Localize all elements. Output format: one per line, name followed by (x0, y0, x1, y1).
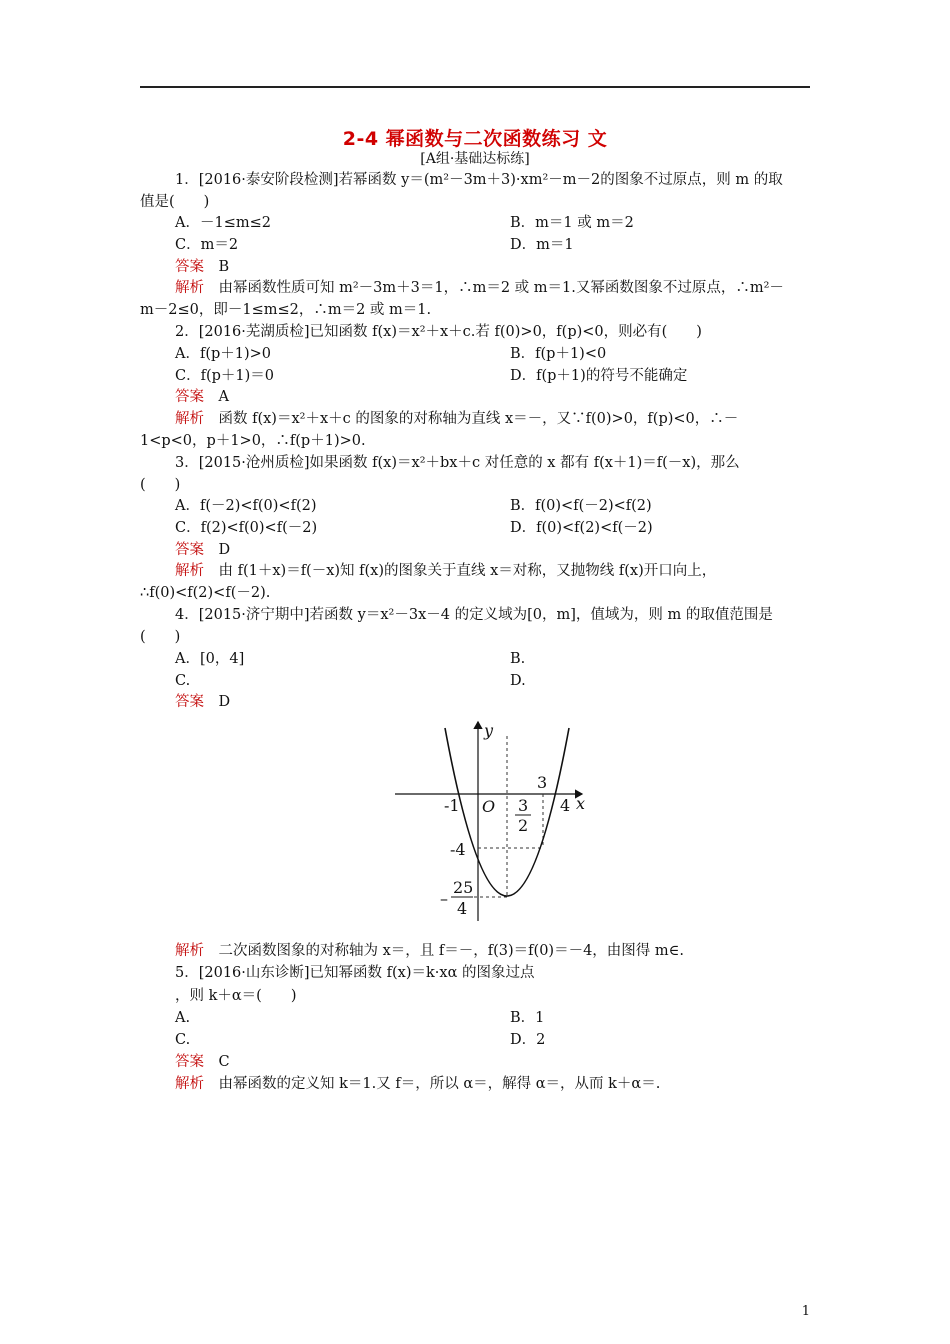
q5-answer (175, 1052, 230, 1072)
q1-option-d: D．m＝1 (510, 237, 574, 253)
q4-analysis-line1 (175, 941, 684, 961)
origin-label: O (482, 797, 496, 816)
q1-analysis-line2: m－2≤0，即－1≤m≤2，∴m＝2 或 m＝1. (140, 302, 432, 318)
q4-option-a: A．[0，4] (175, 651, 245, 667)
q5-stem-line1: 5．[2016·山东诊断]已知幂函数 f(x)＝k·xα 的图象过点 (175, 965, 535, 981)
q4-option-c: C. (175, 673, 191, 689)
q2-analysis-label: 解析 (175, 411, 204, 427)
q2-answer (175, 387, 229, 407)
q5-option-a: A. (175, 1010, 191, 1026)
q1-stem-line2: 值是( ) (140, 194, 210, 210)
q3-option-b: B．f(0)<f(－2)<f(2) (510, 498, 652, 514)
q3-stem-line1: 3．[2015·沧州质检]如果函数 f(x)＝x²＋bx＋c 对任意的 x 都有 f(x＋1)＝f(－x)，那么 (175, 455, 740, 471)
q4-analysis-text1: 二次函数图象的对称轴为 x＝，且 f＝－，f(3)＝f(0)＝－4，由图得 m∈. (218, 943, 684, 959)
q4-analysis-label: 解析 (175, 943, 204, 959)
tick-neg-25-over-4-sign: – (440, 889, 448, 908)
q4-answer (175, 692, 230, 712)
tick-neg-25-over-4-den: 4 (457, 899, 468, 918)
q2-analysis-line2: 1<p<0，p＋1>0，∴f(p＋1)>0. (140, 433, 366, 449)
header-rule (140, 86, 810, 88)
tick-neg-25-over-4-num: 25 (453, 878, 474, 897)
page-number: 1 (801, 1304, 810, 1319)
q2-option-c: C．f(p＋1)＝0 (175, 368, 275, 384)
q3-analysis-line1 (175, 561, 716, 581)
q3-answer-label: 答案 (175, 542, 204, 558)
tick-neg1: -1 (444, 796, 460, 815)
q4-answer-label: 答案 (175, 694, 204, 710)
q5-option-b: B．1 (510, 1010, 545, 1026)
q3-option-a: A．f(－2)<f(0)<f(2) (175, 498, 317, 514)
q2-option-d: D．f(p＋1)的符号不能确定 (510, 368, 688, 384)
q4-stem-line2: ( ) (140, 629, 181, 645)
q4-stem-line1: 4．[2015·济宁期中]若函数 y＝x²－3x－4 的定义域为[0，m]，值域为，则 m 的取值范围是 (175, 607, 773, 623)
q5-option-c: C. (175, 1032, 191, 1048)
q3-analysis-line2: ∴f(0)<f(2)<f(－2). (140, 585, 271, 601)
q1-answer (175, 257, 229, 277)
tick-4: 4 (560, 796, 571, 815)
q1-stem-line1: 1．[2016·泰安阶段检测]若幂函数 y＝(m²－3m＋3)·xm²－m－2的图象不过原点，则 m 的取 (175, 172, 783, 188)
tick-3-over-2-den: 2 (518, 816, 529, 835)
q3-analysis-label: 解析 (175, 563, 204, 579)
q1-answer-label: 答案 (175, 259, 204, 275)
q2-analysis-line1 (175, 409, 738, 429)
q1-option-c: C．m＝2 (175, 237, 239, 253)
q5-option-d: D．2 (510, 1032, 546, 1048)
q4-answer-value: D (218, 694, 231, 710)
tick-neg4: -4 (450, 840, 466, 859)
q1-analysis-label: 解析 (175, 280, 204, 296)
tick-3-over-2-num: 3 (518, 796, 529, 815)
q3-analysis-text1: 由 f(1＋x)＝f(－x)知 f(x)的图象关于直线 x＝对称，又抛物线 f(x)开口向上， (218, 563, 717, 579)
q2-option-a: A．f(p＋1)>0 (175, 346, 272, 362)
q5-stem-line2: ，则 k＋α＝( ) (175, 988, 297, 1004)
section-subtitle: [A组·基础达标练] (420, 151, 530, 167)
page-title: 2-4 幂函数与二次函数练习 文 (342, 128, 608, 150)
q3-stem-line2: ( ) (140, 477, 181, 493)
q2-answer-value: A (218, 389, 229, 405)
q2-option-b: B．f(p＋1)<0 (510, 346, 607, 362)
q2-analysis-text1: 函数 f(x)＝x²＋x＋c 的图象的对称轴为直线 x＝－，又∵f(0)>0，f(p)<0，∴－ (218, 411, 739, 427)
q5-analysis-line1 (175, 1074, 660, 1094)
q1-analysis-text1: 由幂函数性质可知 m²－3m＋3＝1，∴m＝2 或 m＝1.又幂函数图象不过原点，∴m²－ (218, 280, 784, 296)
tick-3: 3 (537, 773, 548, 792)
q5-answer-value: C (218, 1054, 230, 1070)
q5-analysis-label: 解析 (175, 1076, 204, 1092)
q2-stem-line1: 2．[2016·芜湖质检]已知函数 f(x)＝x²＋x＋c.若 f(0)>0，f(p)<0，则必有( ) (175, 324, 702, 340)
q1-option-a: A．－1≤m≤2 (175, 215, 271, 231)
q1-option-b: B．m＝1 或 m＝2 (510, 215, 634, 231)
y-axis-label: y (484, 721, 494, 740)
parabola-figure (390, 716, 600, 936)
q5-analysis-text1: 由幂函数的定义知 k＝1.又 f＝，所以 α＝，解得 α＝，从而 k＋α＝. (218, 1076, 661, 1092)
q3-option-c: C．f(2)<f(0)<f(－2) (175, 520, 318, 536)
q4-option-b: B. (510, 651, 526, 667)
q1-answer-value: B (218, 259, 230, 275)
q3-answer (175, 540, 230, 560)
q5-answer-label: 答案 (175, 1054, 204, 1070)
q3-option-d: D．f(0)<f(2)<f(－2) (510, 520, 653, 536)
q4-option-d: D. (510, 673, 526, 689)
q1-analysis-line1 (175, 278, 784, 298)
q2-answer-label: 答案 (175, 389, 204, 405)
q3-answer-value: D (218, 542, 231, 558)
x-axis-label: x (576, 794, 586, 813)
